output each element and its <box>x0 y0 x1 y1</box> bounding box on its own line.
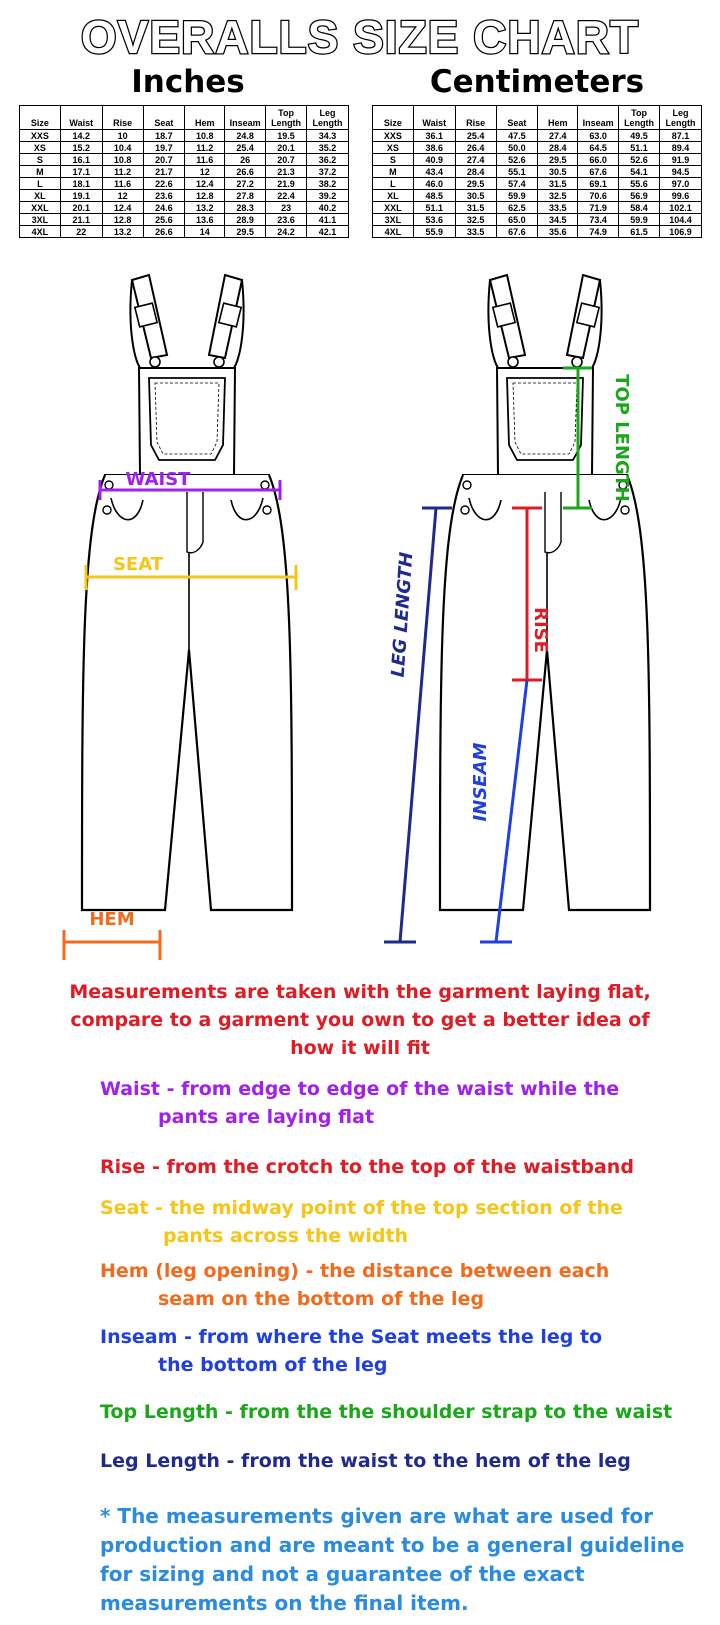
inches-heading: Inches <box>131 64 245 100</box>
table-cell: 40.2 <box>307 202 349 214</box>
table-cell: 67.6 <box>578 166 619 178</box>
table-row <box>20 214 349 226</box>
table-cell: 26 <box>225 154 266 166</box>
inches-size-table <box>19 105 349 238</box>
table-cell: 24.6 <box>143 202 185 214</box>
table-cell: 28.4 <box>455 166 496 178</box>
table-cell: 28.3 <box>225 202 266 214</box>
table-cell: 74.9 <box>578 226 619 238</box>
table-cell: L <box>20 178 61 190</box>
column-header: Rise <box>455 106 496 130</box>
table-row <box>373 214 702 226</box>
column-header: Leg Length <box>660 106 702 130</box>
table-cell: 70.6 <box>578 190 619 202</box>
table-row <box>20 178 349 190</box>
table-cell: 69.1 <box>578 178 619 190</box>
table-cell: 56.9 <box>619 190 660 202</box>
hem-note: Hem (leg opening) - the distance between each seam on the bottom of the leg <box>100 1260 610 1310</box>
table-row <box>20 130 349 142</box>
table-cell: 27.4 <box>538 130 578 142</box>
table-cell: 11.2 <box>102 166 143 178</box>
table-cell: 12.8 <box>102 214 143 226</box>
table-cell: 23 <box>266 202 307 214</box>
table-cell: 27.8 <box>225 190 266 202</box>
table-cell: 53.6 <box>413 214 455 226</box>
table-row <box>20 190 349 202</box>
table-cell: 20.1 <box>266 142 307 154</box>
table-cell: XXS <box>20 130 61 142</box>
table-cell: 52.6 <box>496 154 538 166</box>
table-cell: 97.0 <box>660 178 702 190</box>
table-cell: 23.6 <box>266 214 307 226</box>
table-cell: 22.4 <box>266 190 307 202</box>
table-cell: 12.8 <box>185 190 225 202</box>
table-cell: 30.5 <box>538 166 578 178</box>
centimeters-heading: Centimeters <box>429 64 645 100</box>
table-cell: 19.5 <box>266 130 307 142</box>
table-cell: 21.1 <box>60 214 102 226</box>
table-cell: 46.0 <box>413 178 455 190</box>
table-row <box>373 178 702 190</box>
rise-label: RISE <box>530 607 551 653</box>
table-cell: 12 <box>185 166 225 178</box>
overalls-front-drawing <box>82 275 292 910</box>
seat-note: Seat - the midway point of the top section of the pants across the width <box>100 1197 623 1247</box>
table-cell: 21.9 <box>266 178 307 190</box>
table-cell: 55.1 <box>496 166 538 178</box>
table-cell: 36.1 <box>413 130 455 142</box>
table-cell: 29.5 <box>538 154 578 166</box>
table-cell: 42.1 <box>307 226 349 238</box>
table-cell: 12.4 <box>185 178 225 190</box>
table-cell: 16.1 <box>60 154 102 166</box>
table-cell: 22 <box>60 226 102 238</box>
column-header: Leg Length <box>307 106 349 130</box>
table-row <box>20 142 349 154</box>
page-title: OVERALLS SIZE CHART <box>80 11 640 63</box>
table-row <box>20 166 349 178</box>
table-cell: 106.9 <box>660 226 702 238</box>
table-cell: 11.6 <box>185 154 225 166</box>
table-cell: 34.3 <box>307 130 349 142</box>
table-cell: 11.6 <box>102 178 143 190</box>
table-cell: XXL <box>373 202 414 214</box>
table-cell: 14.2 <box>60 130 102 142</box>
table-cell: 21.7 <box>143 166 185 178</box>
table-row <box>373 154 702 166</box>
column-header: Top Length <box>619 106 660 130</box>
centimeters-size-table <box>372 105 702 238</box>
table-cell: 14 <box>185 226 225 238</box>
table-cell: 27.4 <box>455 154 496 166</box>
table-cell: 39.2 <box>307 190 349 202</box>
table-cell: 87.1 <box>660 130 702 142</box>
column-header: Rise <box>102 106 143 130</box>
table-cell: 71.9 <box>578 202 619 214</box>
table-cell: 29.5 <box>455 178 496 190</box>
table-cell: XS <box>373 142 414 154</box>
column-header: Top Length <box>266 106 307 130</box>
table-row <box>373 130 702 142</box>
column-header: Seat <box>143 106 185 130</box>
table-cell: 51.1 <box>413 202 455 214</box>
table-cell: 50.0 <box>496 142 538 154</box>
table-row <box>20 202 349 214</box>
table-cell: 57.4 <box>496 178 538 190</box>
table-cell: 12.4 <box>102 202 143 214</box>
table-cell: 15.2 <box>60 142 102 154</box>
table-cell: 91.9 <box>660 154 702 166</box>
table-cell: 38.2 <box>307 178 349 190</box>
table-cell: 26.6 <box>225 166 266 178</box>
table-cell: 20.7 <box>143 154 185 166</box>
table-cell: 23.6 <box>143 190 185 202</box>
table-cell: 25.4 <box>225 142 266 154</box>
column-header: Inseam <box>578 106 619 130</box>
table-cell: 13.2 <box>185 202 225 214</box>
table-cell: 89.4 <box>660 142 702 154</box>
table-cell: 104.4 <box>660 214 702 226</box>
rise-note: Rise - from the crotch to the top of the waistband <box>100 1156 634 1178</box>
column-header: Waist <box>413 106 455 130</box>
table-cell: 13.2 <box>102 226 143 238</box>
table-cell: 38.6 <box>413 142 455 154</box>
table-cell: 31.5 <box>455 202 496 214</box>
table-row <box>373 202 702 214</box>
table-cell: 48.5 <box>413 190 455 202</box>
column-header: Seat <box>496 106 538 130</box>
table-cell: 24.8 <box>225 130 266 142</box>
table-cell: 18.7 <box>143 130 185 142</box>
table-row <box>373 166 702 178</box>
inseam-label: INSEAM <box>470 742 491 822</box>
table-cell: 73.4 <box>578 214 619 226</box>
table-cell: 54.1 <box>619 166 660 178</box>
column-header: Hem <box>185 106 225 130</box>
table-cell: 30.5 <box>455 190 496 202</box>
table-cell: 31.5 <box>538 178 578 190</box>
table-cell: S <box>373 154 414 166</box>
table-cell: M <box>20 166 61 178</box>
column-header: Waist <box>60 106 102 130</box>
table-cell: 52.6 <box>619 154 660 166</box>
waist-label: WAIST <box>125 469 191 490</box>
table-header-row <box>20 106 349 130</box>
table-cell: 4XL <box>20 226 61 238</box>
table-cell: 29.5 <box>225 226 266 238</box>
table-cell: 58.4 <box>619 202 660 214</box>
table-cell: 35.6 <box>538 226 578 238</box>
leg-length-label: LEG LENGTH <box>387 551 418 678</box>
table-row <box>373 142 702 154</box>
table-cell: 41.1 <box>307 214 349 226</box>
table-cell: 61.5 <box>619 226 660 238</box>
table-cell: 10 <box>102 130 143 142</box>
disclaimer-footnote: * The measurements given are what are used for production and are meant to be a general guideline for sizing and not a guarantee of the exact measurements on the final item. <box>100 1504 685 1615</box>
table-cell: 10.4 <box>102 142 143 154</box>
measurement-intro-note: Measurements are taken with the garment laying flat, compare to a garment you own to get a better idea of how it will fit <box>69 981 651 1059</box>
table-cell: 17.1 <box>60 166 102 178</box>
table-cell: 59.9 <box>496 190 538 202</box>
table-cell: 66.0 <box>578 154 619 166</box>
table-cell: 63.0 <box>578 130 619 142</box>
table-row <box>373 190 702 202</box>
column-header: Hem <box>538 106 578 130</box>
table-cell: S <box>20 154 61 166</box>
table-cell: M <box>373 166 414 178</box>
table-cell: 47.5 <box>496 130 538 142</box>
table-cell: L <box>373 178 414 190</box>
table-cell: XXL <box>20 202 61 214</box>
hem-label: HEM <box>89 909 135 930</box>
table-cell: 59.9 <box>619 214 660 226</box>
seat-label: SEAT <box>112 554 164 575</box>
table-cell: 40.9 <box>413 154 455 166</box>
table-cell: 34.5 <box>538 214 578 226</box>
table-cell: 28.9 <box>225 214 266 226</box>
table-cell: 19.7 <box>143 142 185 154</box>
table-cell: 49.5 <box>619 130 660 142</box>
table-cell: 32.5 <box>538 190 578 202</box>
hem-measure <box>64 909 160 960</box>
table-cell: 32.5 <box>455 214 496 226</box>
table-cell: 19.1 <box>60 190 102 202</box>
table-cell: 55.9 <box>413 226 455 238</box>
column-header: Size <box>20 106 61 130</box>
table-cell: 67.6 <box>496 226 538 238</box>
table-cell: 62.5 <box>496 202 538 214</box>
table-cell: 12 <box>102 190 143 202</box>
table-cell: 24.2 <box>266 226 307 238</box>
table-cell: 3XL <box>373 214 414 226</box>
column-header: Size <box>373 106 414 130</box>
table-cell: 27.2 <box>225 178 266 190</box>
table-cell: 33.5 <box>455 226 496 238</box>
table-cell: 36.2 <box>307 154 349 166</box>
column-header: Inseam <box>225 106 266 130</box>
table-header-row <box>373 106 702 130</box>
table-cell: XL <box>373 190 414 202</box>
table-cell: 11.2 <box>185 142 225 154</box>
table-cell: XXS <box>373 130 414 142</box>
table-row <box>20 226 349 238</box>
table-cell: XL <box>20 190 61 202</box>
top-length-note: Top Length - from the the shoulder strap to the waist <box>100 1401 673 1423</box>
table-cell: 21.3 <box>266 166 307 178</box>
table-cell: 33.5 <box>538 202 578 214</box>
table-cell: 37.2 <box>307 166 349 178</box>
table-cell: 99.6 <box>660 190 702 202</box>
table-cell: 28.4 <box>538 142 578 154</box>
table-cell: 18.1 <box>60 178 102 190</box>
table-cell: 55.6 <box>619 178 660 190</box>
table-row <box>373 226 702 238</box>
table-cell: 43.4 <box>413 166 455 178</box>
top-length-label: TOP LENGTH <box>611 374 632 502</box>
table-cell: 4XL <box>373 226 414 238</box>
table-cell: 64.5 <box>578 142 619 154</box>
table-cell: 10.8 <box>102 154 143 166</box>
table-cell: 10.8 <box>185 130 225 142</box>
table-cell: 25.6 <box>143 214 185 226</box>
table-cell: 102.1 <box>660 202 702 214</box>
table-cell: 26.4 <box>455 142 496 154</box>
table-cell: 3XL <box>20 214 61 226</box>
table-row <box>20 154 349 166</box>
overalls-measurement-diagram <box>0 270 720 960</box>
table-cell: 65.0 <box>496 214 538 226</box>
leg-length-note: Leg Length - from the waist to the hem of the leg <box>100 1450 631 1472</box>
table-cell: 35.2 <box>307 142 349 154</box>
table-cell: 25.4 <box>455 130 496 142</box>
table-cell: 20.7 <box>266 154 307 166</box>
table-cell: 20.1 <box>60 202 102 214</box>
table-cell: 26.6 <box>143 226 185 238</box>
inseam-note: Inseam - from where the Seat meets the leg to the bottom of the leg <box>100 1326 603 1376</box>
table-cell: 22.6 <box>143 178 185 190</box>
table-cell: 51.1 <box>619 142 660 154</box>
waist-note: Waist - from edge to edge of the waist while the pants are laying flat <box>100 1078 620 1128</box>
table-cell: 13.6 <box>185 214 225 226</box>
table-cell: XS <box>20 142 61 154</box>
table-cell: 94.5 <box>660 166 702 178</box>
